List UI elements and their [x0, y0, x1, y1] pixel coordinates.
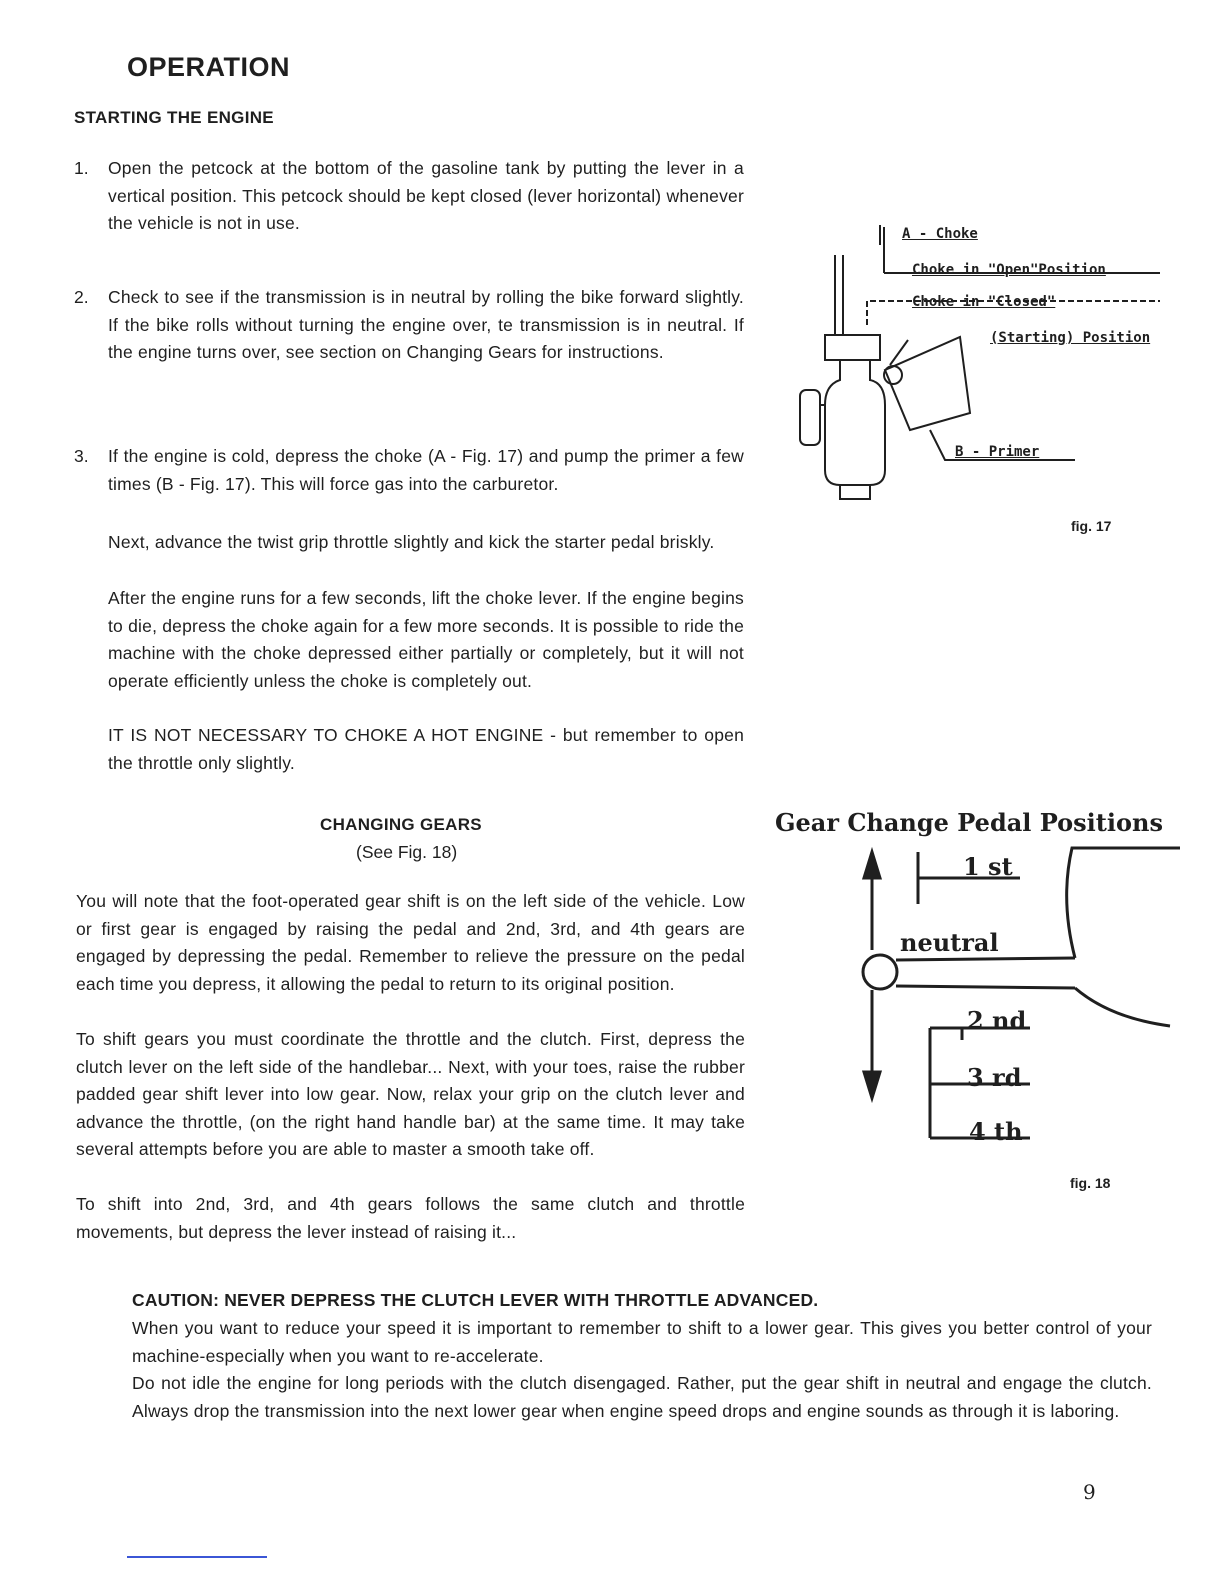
step-text: Open the petcock at the bottom of the gasoline tank by putting the lever in a vertical position. This petcock should be kept closed (lever horizontal) whenever the vehicle is not in use. — [108, 158, 744, 233]
caution-text: When you want to reduce your speed it is important to remember to shift to a lower gear. This gives you better control of your machine-especially when you want to re-accelerate. — [132, 1318, 1152, 1366]
gear-label-fourth: 4 th — [969, 1117, 1023, 1146]
choke-open-label: Choke in "Open"Position — [912, 262, 1106, 278]
gear-pedal-diagram — [840, 840, 1180, 1160]
step-text: After the engine runs for a few seconds, lift the choke lever. If the engine begins to die, depress the choke again for a few more seconds. It is possible to ride the machine with the choke depressed either partially or completely, but it will not operate efficiently unless the choke is completely out. — [108, 588, 744, 691]
step-text: Next, advance the twist grip throttle slightly and kick the starter pedal briskly. — [108, 532, 715, 552]
carburetor-figure — [780, 215, 1200, 515]
gear-label-second: 2 nd — [967, 1006, 1027, 1035]
page-title: OPERATION — [127, 52, 291, 82]
gear-label-third: 3 rd — [967, 1063, 1022, 1092]
gear-diagram-title: Gear Change Pedal Positions — [775, 808, 1163, 837]
choke-closed-label: Choke in "Closed" — [912, 294, 1056, 310]
page-number: 9 — [1083, 1480, 1096, 1504]
step-number: 1. — [74, 158, 89, 178]
step-text: If the engine is cold, depress the choke (A - Fig. 17) and pump the primer a few times (B - Fig. 17). This will force gas into the carburetor. — [108, 446, 744, 494]
footer-rule — [127, 1556, 267, 1558]
caution-title: CAUTION: NEVER DEPRESS THE CLUTCH LEVER WITH THROTTLE ADVANCED. — [132, 1290, 819, 1310]
step-text: IT IS NOT NECESSARY TO CHOKE A HOT ENGINE - but remember to open the throttle only slightly. — [108, 725, 744, 773]
gears-paragraph: To shift into 2nd, 3rd, and 4th gears follows the same clutch and throttle movements, but depress the lever instead of raising it... — [76, 1194, 745, 1242]
gear-label-neutral: neutral — [900, 928, 999, 957]
step-text: Check to see if the transmission is in neutral by rolling the bike forward slightly. If the bike rolls without turning the engine over, te transmission is in neutral. If the engine turns over, see section on Changing Gears for instructions. — [108, 287, 744, 362]
choke-starting-label: (Starting) Position — [990, 330, 1151, 346]
gears-paragraph: To shift gears you must coordinate the throttle and the clutch. First, depress the clutch lever on the left side of the handlebar... Next, with your toes, raise the rubber padded gear shift lever into low gear. Now, relax your grip on the clutch lever and advance the throttle, (on the right hand handle bar) at the same time. It may take several attempts before you are able to master a smooth take off. — [76, 1029, 745, 1159]
gears-paragraph: You will note that the foot-operated gear shift is on the left side of the vehicle. Low or first gear is engaged by raising the pedal and 2nd, 3rd, and 4th gears are engaged by depressing the pedal. Remember to relieve the pressure on the pedal each time you depress, it allowing the pedal to return to its original position. — [76, 891, 745, 994]
section-title-gears: CHANGING GEARS — [320, 815, 482, 834]
choke-label: A - Choke — [902, 226, 978, 242]
gear-label-first: 1 st — [963, 852, 1013, 881]
step-number: 3. — [74, 446, 89, 466]
section-subtitle: (See Fig. 18) — [356, 842, 458, 862]
primer-label: B - Primer — [955, 444, 1040, 460]
caution-text: Do not idle the engine for long periods with the clutch disengaged. Rather, put the gear shift in neutral and engage the clutch. Always drop the transmission into the next lower gear when engine speed drops and engine sounds as through it is laboring. — [132, 1373, 1152, 1421]
step-number: 2. — [74, 287, 89, 307]
figure-caption: fig. 18 — [1070, 1175, 1111, 1191]
section-title-starting: STARTING THE ENGINE — [74, 108, 274, 127]
figure-caption: fig. 17 — [1071, 518, 1112, 534]
